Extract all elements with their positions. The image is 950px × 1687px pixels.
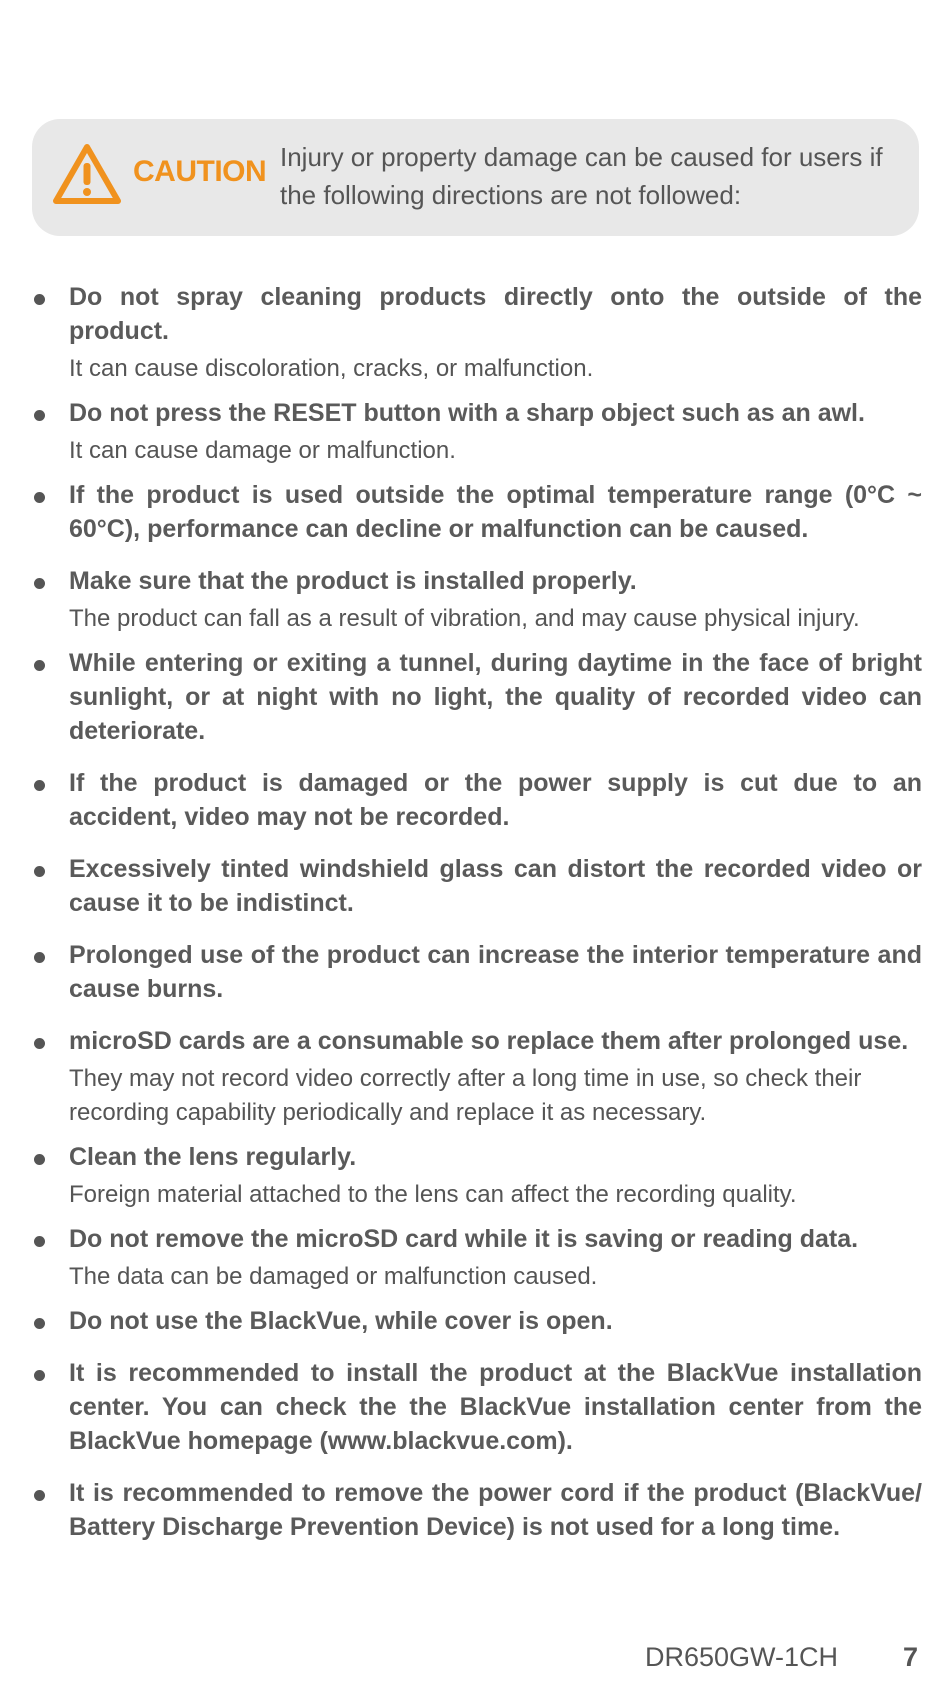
warning-triangle-icon xyxy=(52,143,122,205)
item-heading: Prolonged use of the product can increase the interior temperature and cause burns. xyxy=(69,941,922,1003)
list-item xyxy=(32,766,922,834)
bullet-icon xyxy=(34,780,45,791)
list-item xyxy=(32,1140,922,1212)
bullet-icon xyxy=(34,578,45,589)
bullet-icon xyxy=(34,1038,45,1049)
footer-model-name: DR650GW-1CH xyxy=(645,1642,839,1672)
item-heading: It is recommended to install the product at the BlackVue installation center. You can check the the BlackVue installation center from the BlackVue homepage (www.blackvue.com). xyxy=(69,1359,922,1455)
page-number: 7 xyxy=(903,1642,919,1672)
item-heading: Clean the lens regularly. xyxy=(69,1143,357,1171)
list-item xyxy=(32,938,922,1006)
item-heading: It is recommended to remove the power cord if the product (BlackVue/ Battery Discharge Prevention Device) is not used for a long time. xyxy=(69,1479,922,1541)
list-item xyxy=(32,646,922,748)
item-description: They may not record video correctly after a long time in use, so check their recording capability periodically and replace it as necessary. xyxy=(69,1065,862,1126)
item-description: Foreign material attached to the lens can affect the recording quality. xyxy=(69,1181,797,1208)
list-item xyxy=(32,1304,922,1338)
item-heading: If the product is damaged or the power supply is cut due to an accident, video may not be recorded. xyxy=(69,769,922,831)
list-item xyxy=(32,1024,922,1130)
item-heading: Do not remove the microSD card while it is saving or reading data. xyxy=(69,1225,859,1253)
item-description: The data can be damaged or malfunction caused. xyxy=(69,1263,598,1290)
list-item xyxy=(32,564,922,636)
item-heading: While entering or exiting a tunnel, during daytime in the face of bright sunlight, or at night with no light, the quality of recorded video can deteriorate. xyxy=(69,649,922,745)
bullet-icon xyxy=(34,1236,45,1247)
item-description: It can cause discoloration, cracks, or malfunction. xyxy=(69,355,594,382)
item-heading: Do not spray cleaning products directly onto the outside of the product. xyxy=(69,283,922,345)
bullet-icon xyxy=(34,1490,45,1501)
bullet-icon xyxy=(34,1154,45,1165)
caution-label: CAUTION xyxy=(133,155,267,188)
item-heading: Do not use the BlackVue, while cover is open. xyxy=(69,1307,613,1335)
caution-text: Injury or property damage can be caused for users if the following directions are not followed: xyxy=(280,142,883,210)
item-heading: Excessively tinted windshield glass can distort the recorded video or cause it to be indistinct. xyxy=(69,855,922,917)
item-heading: microSD cards are a consumable so replace them after prolonged use. xyxy=(69,1027,909,1055)
item-heading: Make sure that the product is installed properly. xyxy=(69,567,637,595)
bullet-icon xyxy=(34,410,45,421)
list-item xyxy=(32,852,922,920)
list-item xyxy=(32,396,922,468)
item-description: It can cause damage or malfunction. xyxy=(69,437,456,464)
list-item xyxy=(32,1476,922,1544)
precaution-list xyxy=(32,280,922,1554)
bullet-icon xyxy=(34,866,45,877)
item-description: The product can fall as a result of vibration, and may cause physical injury. xyxy=(69,605,860,632)
list-item xyxy=(32,478,922,546)
item-heading: Do not press the RESET button with a sharp object such as an awl. xyxy=(69,399,865,427)
bullet-icon xyxy=(34,660,45,671)
bullet-icon xyxy=(34,952,45,963)
list-item xyxy=(32,1356,922,1458)
bullet-icon xyxy=(34,294,45,305)
list-item xyxy=(32,280,922,386)
list-item xyxy=(32,1222,922,1294)
bullet-icon xyxy=(34,1318,45,1329)
item-heading: If the product is used outside the optimal temperature range (0°C ~ 60°C), performance can decline or malfunction can be caused. xyxy=(69,481,922,543)
bullet-icon xyxy=(34,492,45,503)
bullet-icon xyxy=(34,1370,45,1381)
caution-box xyxy=(32,119,919,236)
